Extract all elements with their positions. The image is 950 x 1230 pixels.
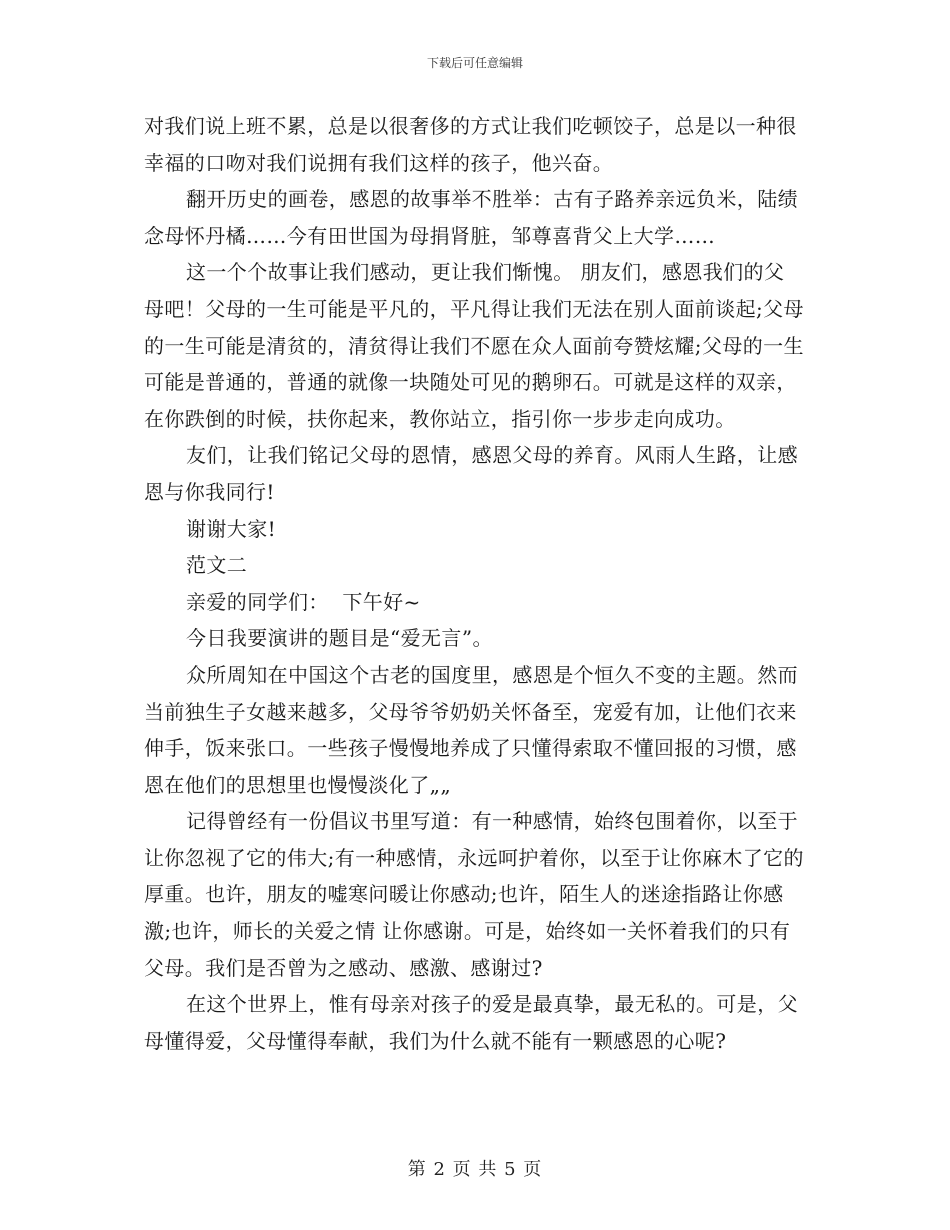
body-text: [144, 108, 804, 1059]
paragraph-3: 这一个个故事让我们感动，更让我们惭愧。 朋友们，感恩我们的父母吧！父母的一生可能是平凡的，平凡得让我们无法在别人面前谈起;父母的一生可能是清贫的，清贫得让我们不愿在众人面前夸赞炫耀;父母的一生可能是普通的，普通的就像一块随处可见的鹅卵石。可就是这样的双亲，在你跌倒的时候，扶你起来，教你站立，指引你一步步走向成功。: [144, 260, 804, 431]
paragraph-9: 众所周知在中国这个古老的国度里，感恩是个恒久不变的主题。然而当前独生子女越来越多，父母爷爷奶奶关怀备至，宠爱有加，让他们衣来伸手，饭来张口。一些孩子慢慢地养成了只懂得索取不懂回报的习惯，感恩在他们的思想里也慢慢淡化了„„: [144, 662, 798, 797]
section-title: 范文二: [186, 553, 248, 578]
paragraph-8: 今日我要演讲的题目是“爱无言”。: [186, 626, 493, 651]
paragraph-5: 谢谢大家!: [186, 516, 277, 541]
greeting: 亲爱的同学们： 下午好~: [186, 589, 421, 614]
paragraph-11: 在这个世界上，惟有母亲对孩子的爱是最真挚，最无私的。可是，父母懂得爱，父母懂得奉献，我们为什么就不能有一颗感恩的心呢?: [144, 992, 798, 1053]
page-header: 下载后可任意编辑: [426, 56, 523, 70]
paragraph-4: 友们，让我们铭记父母的恩情，感恩父母的养育。风雨人生路，让感恩与你我同行!: [144, 443, 798, 504]
paragraph-10: 记得曾经有一份倡议书里写道：有一种感情，始终包围着你，以至于让你忽视了它的伟大;有一种感情，永远呵护着你，以至于让你麻木了它的厚重。也许，朋友的嘘寒问暖让你感动;也许，陌生人的迷途指路让你感激;也许，师长的关爱之情 让你感谢。可是，始终如一关怀着我们的只有父母。我们是否曾为之感动、感激、感谢过?: [144, 809, 804, 980]
paragraph-2: 翻开历史的画卷，感恩的故事举不胜举：古有子路养亲远负米，陆绩念母怀丹橘……今有田世国为母捐肾脏，邹尊喜背父上大学……: [144, 187, 798, 248]
page-footer: 第 2 页 共 5 页: [407, 1159, 543, 1180]
paragraph-1: 对我们说上班不累，总是以很奢侈的方式让我们吃顿饺子，总是以一种很幸福的口吻对我们说拥有我们这样的孩子，他兴奋。: [144, 114, 797, 175]
